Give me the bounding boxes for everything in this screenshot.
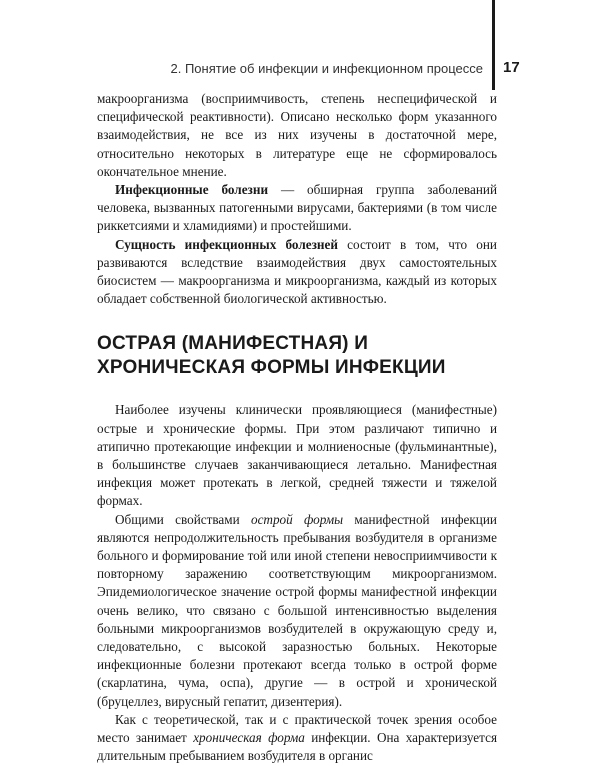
body-text bbox=[97, 90, 497, 766]
header-vertical-rule bbox=[492, 0, 495, 90]
emphasis-chronic-form: хроническая форма bbox=[193, 730, 305, 746]
term-essence-of-infectious-diseases: Сущность инфекционных болезней bbox=[115, 236, 338, 252]
acute-form-text: манифестной инфекции являются непродолжительность пребывания возбудителя в организме больного и формирование той или иной степени невосприимчивости к повторному заражению соответствующим микроорганизмом. Эпидемиологическое значение острой формы манифестной инфекции очень велико, что связано с большой интенсивностью выделения больными микроорганизмов возбудителей в окружающую среду и, следовательно, с высокой заразностью больных. Некоторые инфекционные болезни протекают всегда только в острой форме (скарлатина, чума, оспа), другие — в острой и хронической (бруцеллез, вирусный гепатит, дизентерия). bbox=[97, 511, 497, 709]
paragraph-essence-of-infectious-diseases bbox=[97, 236, 497, 309]
paragraph-manifest-forms: Наиболее изучены клинически проявляющиеся (манифестные) острые и хронические формы. При этом различают типично и атипично протекающие инфекции и молниеносные (фульминантные), в большинстве случаев заканчивающиеся летально. Манифестная инфекция может протекать в легкой, средней тяжести и тяжелой формах. bbox=[97, 402, 497, 509]
paragraph-continuation: макроорганизма (восприимчивость, степень неспецифической и специфической реактивности). Описано несколько форм указанного взаимодействия, не все из них изучены в достаточной мере, относительно некоторых в литературе еще не сформировалось окончательное мнение. bbox=[97, 91, 497, 179]
running-header-title: 2. Понятие об инфекции и инфекционном процессе bbox=[170, 61, 483, 76]
definition-text: — обширная группа заболеваний человека, вызванных патогенными вирусами, бактериями (в том числе риккетсиями и хламидиями) и простейшими. bbox=[97, 182, 498, 234]
acute-form-lead: Общими свойствами bbox=[115, 511, 251, 527]
paragraph-chronic-form bbox=[97, 711, 497, 766]
paragraph-infectious-diseases-definition bbox=[97, 181, 497, 236]
paragraph-acute-form bbox=[97, 511, 497, 711]
page-number: 17 bbox=[503, 59, 520, 76]
emphasis-acute-form: острой формы bbox=[250, 511, 344, 527]
term-infectious-diseases: Инфекционные болезни bbox=[115, 182, 269, 198]
section-heading: ОСТРАЯ (МАНИФЕСТНАЯ) И ХРОНИЧЕСКАЯ ФОРМЫ ИНФЕКЦИИ bbox=[97, 333, 446, 379]
chronic-form-text: инфекции. Она характеризуется длительным пребыванием возбудителя в органиc bbox=[97, 730, 498, 764]
chronic-form-lead: Как с теоретической, так и с практической точек зрения особое место занимает bbox=[97, 711, 497, 746]
essence-text: состоит в том, что они развиваются вследствие взаимодействия двух самостоятельных биосистем — макроорганизма и микроорганизма, каждый из которых обладает собственной биологической активностью. bbox=[97, 236, 497, 307]
